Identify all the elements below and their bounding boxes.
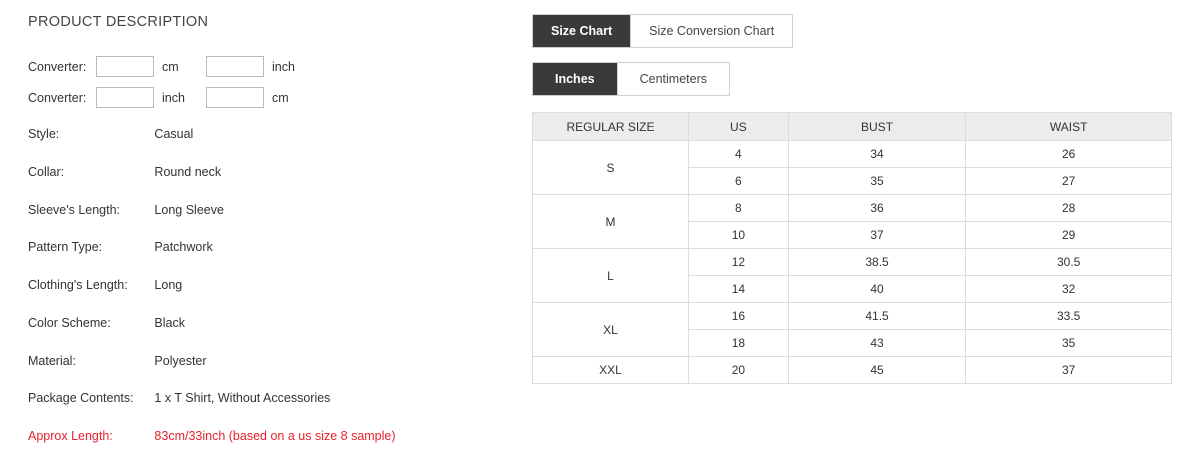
spec-row bbox=[28, 279, 508, 317]
spec-value: 1 x T Shirt, Without Accessories bbox=[154, 391, 331, 406]
spec-value: Casual bbox=[154, 127, 194, 141]
spec-label: Color Scheme: bbox=[28, 315, 111, 330]
spec-value: Black bbox=[154, 315, 185, 330]
converter-unit-cm: cm bbox=[272, 90, 289, 105]
spec-row bbox=[28, 241, 508, 279]
table-cell: 29 bbox=[966, 222, 1172, 249]
spec-row bbox=[28, 392, 508, 430]
table-cell: 37 bbox=[788, 222, 966, 249]
spec-row bbox=[28, 128, 508, 166]
converter-unit-cm: cm bbox=[162, 59, 179, 74]
unit-tabs bbox=[532, 62, 730, 96]
table-cell: 4 bbox=[689, 141, 789, 168]
table-header-row bbox=[533, 113, 1172, 141]
spec-row bbox=[28, 166, 508, 204]
table-cell: 34 bbox=[788, 141, 966, 168]
column-header: WAIST bbox=[966, 113, 1172, 141]
size-chart-panel bbox=[532, 14, 1172, 384]
spec-row bbox=[28, 355, 508, 393]
table-cell: 26 bbox=[966, 141, 1172, 168]
chart-type-tabs bbox=[532, 14, 793, 48]
table-cell: 6 bbox=[689, 168, 789, 195]
table-cell: 20 bbox=[689, 357, 789, 384]
table-cell: 35 bbox=[966, 330, 1172, 357]
converter-label: Converter: bbox=[28, 59, 87, 74]
converter-inch-input[interactable] bbox=[96, 87, 154, 108]
table-row bbox=[533, 195, 1172, 222]
table-cell: 10 bbox=[689, 222, 789, 249]
size-chart-table bbox=[532, 112, 1172, 384]
converter-cm-output[interactable] bbox=[206, 87, 264, 108]
table-cell: 43 bbox=[788, 330, 966, 357]
spec-value: Round neck bbox=[154, 164, 222, 179]
spec-row bbox=[28, 430, 508, 444]
converter-inch-output[interactable] bbox=[206, 56, 264, 77]
table-cell: 35 bbox=[788, 168, 966, 195]
spec-label: Style: bbox=[28, 127, 60, 141]
converter-cm-input[interactable] bbox=[96, 56, 154, 77]
size-label-cell: S bbox=[533, 141, 689, 195]
table-cell: 28 bbox=[966, 195, 1172, 222]
converter-section bbox=[28, 56, 508, 108]
table-row bbox=[533, 141, 1172, 168]
spec-label: Approx Length: bbox=[28, 429, 113, 443]
size-label-cell: L bbox=[533, 249, 689, 303]
spec-value: Long bbox=[154, 278, 183, 292]
converter-row-cm-to-inch bbox=[28, 56, 508, 77]
page-title: PRODUCT DESCRIPTION bbox=[28, 14, 209, 30]
tab-size-chart[interactable]: Size Chart bbox=[533, 15, 631, 47]
converter-row-inch-to-cm bbox=[28, 87, 508, 108]
table-cell: 18 bbox=[689, 330, 789, 357]
table-cell: 40 bbox=[788, 276, 966, 303]
tab-centimeters[interactable]: Centimeters bbox=[618, 63, 729, 95]
table-cell: 14 bbox=[689, 276, 789, 303]
size-label-cell: XXL bbox=[533, 357, 689, 384]
table-cell: 45 bbox=[788, 357, 966, 384]
spec-value: Long Sleeve bbox=[154, 202, 224, 217]
table-row bbox=[533, 357, 1172, 384]
converter-unit-inch: inch bbox=[162, 90, 185, 105]
column-header: REGULAR SIZE bbox=[533, 113, 689, 141]
table-row bbox=[533, 249, 1172, 276]
spec-row bbox=[28, 204, 508, 242]
product-description-panel bbox=[28, 14, 508, 444]
table-cell: 33.5 bbox=[966, 303, 1172, 330]
spec-label: Clothing's Length: bbox=[28, 278, 128, 292]
spec-value: 83cm/33inch (based on a us size 8 sample) bbox=[154, 429, 396, 443]
table-cell: 8 bbox=[689, 195, 789, 222]
table-cell: 38.5 bbox=[788, 249, 966, 276]
spec-label: Material: bbox=[28, 353, 76, 368]
tab-size-conversion-chart[interactable]: Size Conversion Chart bbox=[631, 15, 792, 47]
table-cell: 32 bbox=[966, 276, 1172, 303]
spec-label: Package Contents: bbox=[28, 391, 134, 406]
column-header: BUST bbox=[788, 113, 966, 141]
table-cell: 27 bbox=[966, 168, 1172, 195]
table-cell: 37 bbox=[966, 357, 1172, 384]
table-row bbox=[533, 303, 1172, 330]
table-cell: 12 bbox=[689, 249, 789, 276]
table-cell: 16 bbox=[689, 303, 789, 330]
converter-unit-inch: inch bbox=[272, 59, 295, 74]
spec-label: Collar: bbox=[28, 164, 65, 179]
spec-value: Polyester bbox=[154, 353, 207, 368]
size-label-cell: XL bbox=[533, 303, 689, 357]
size-label-cell: M bbox=[533, 195, 689, 249]
spec-value: Patchwork bbox=[154, 240, 213, 255]
converter-label: Converter: bbox=[28, 90, 87, 105]
spec-label: Pattern Type: bbox=[28, 240, 103, 255]
table-cell: 36 bbox=[788, 195, 966, 222]
spec-row bbox=[28, 317, 508, 355]
spec-label: Sleeve's Length: bbox=[28, 202, 121, 217]
table-cell: 30.5 bbox=[966, 249, 1172, 276]
specification-table bbox=[28, 128, 508, 444]
column-header: US bbox=[689, 113, 789, 141]
tab-inches[interactable]: Inches bbox=[533, 63, 618, 95]
table-cell: 41.5 bbox=[788, 303, 966, 330]
